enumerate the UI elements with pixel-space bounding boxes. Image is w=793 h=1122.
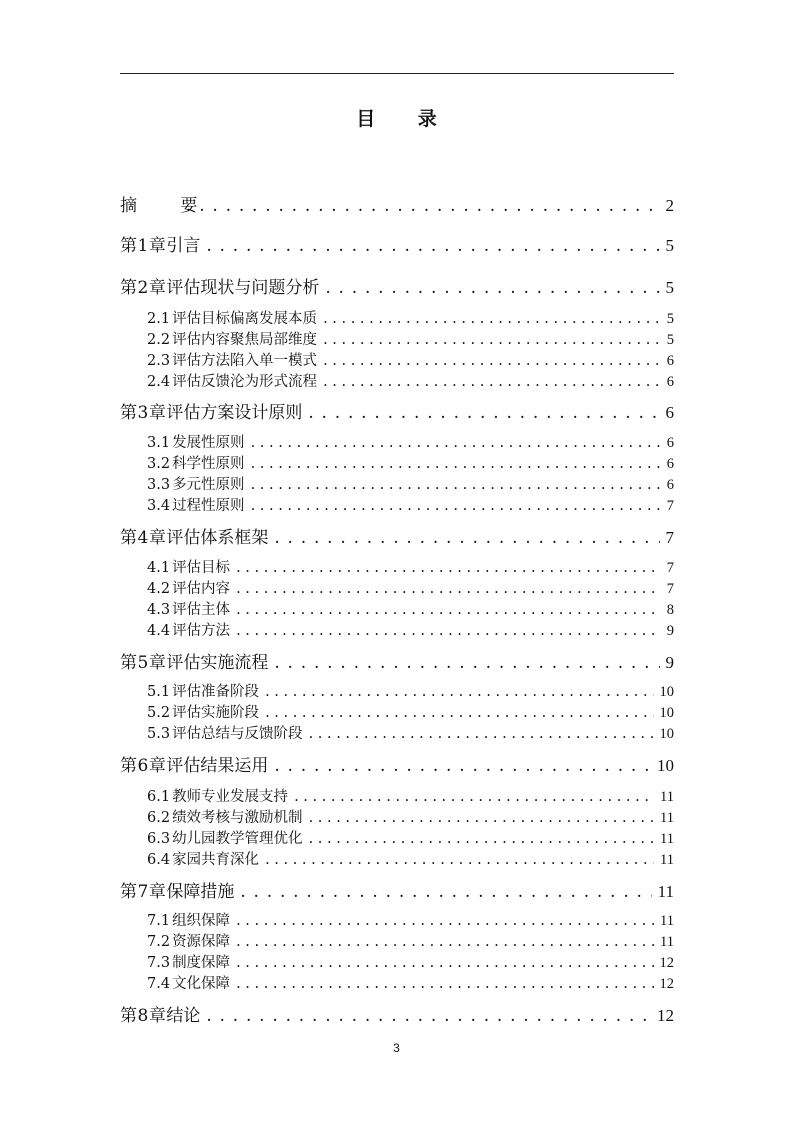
toc-entry-page: 7 — [665, 528, 674, 547]
toc-section-entry[interactable] — [120, 703, 674, 723]
toc-leader-dots — [240, 880, 651, 904]
toc-entry-page: 9 — [666, 623, 674, 639]
toc-entry-page: 5 — [666, 332, 674, 348]
toc-entry-label: 评估方法 — [172, 623, 231, 639]
toc-leader-dots — [323, 351, 661, 371]
toc-entry-label: 过程性原则 — [172, 498, 245, 514]
toc-entry-label: 家园共育深化 — [172, 852, 260, 868]
toc-leader-dots — [186, 194, 660, 218]
toc-entry-page: 12 — [659, 976, 674, 992]
toc-section-entry[interactable] — [120, 621, 674, 641]
toc-entry-page: 9 — [665, 653, 674, 672]
toc-section-entry[interactable] — [120, 309, 674, 329]
toc-section-entry[interactable] — [120, 475, 674, 495]
toc-leader-dots — [236, 932, 654, 952]
toc-leader-dots — [294, 787, 654, 807]
toc-entry-page: 7 — [666, 498, 674, 514]
toc-entry-page: 6 — [665, 403, 674, 422]
toc-section-entry[interactable] — [120, 330, 674, 350]
toc-entry-page: 10 — [659, 684, 674, 700]
toc-entry-number: 6.3 — [147, 831, 171, 847]
toc-entry-number: 4.1 — [147, 560, 171, 576]
toc-leader-dots — [265, 850, 654, 870]
toc-entry-label: 资源保障 — [172, 934, 231, 950]
toc-entry-label: 评估目标 — [172, 560, 231, 576]
toc-chapter-entry[interactable] — [120, 401, 674, 425]
toc-section-entry[interactable] — [120, 850, 674, 870]
toc-entry-page: 12 — [657, 1006, 674, 1025]
toc-entry-number: 2.2 — [147, 332, 171, 348]
toc-chapter-entry[interactable] — [120, 234, 674, 258]
toc-entry-number: 3.2 — [147, 456, 171, 472]
toc-leader-dots — [206, 1004, 651, 1028]
toc-entry-number: 6.2 — [147, 810, 171, 826]
toc-entry-number: 4.4 — [147, 623, 171, 639]
toc-entry-label: 评估目标偏离发展本质 — [172, 311, 318, 327]
toc-entry-number: 摘 要 — [120, 196, 217, 216]
toc-section-entry[interactable] — [120, 932, 674, 952]
toc-section-entry[interactable] — [120, 911, 674, 931]
toc-entry-number: 6.1 — [147, 789, 171, 805]
toc-leader-dots — [323, 309, 661, 329]
toc-section-entry[interactable] — [120, 953, 674, 973]
toc-entry-number: 3.4 — [147, 498, 171, 514]
toc-leader-dots — [251, 496, 661, 516]
toc-leader-dots — [236, 974, 653, 994]
toc-section-entry[interactable] — [120, 496, 674, 516]
toc-entry-page: 10 — [659, 705, 674, 721]
toc-entry-number: 第6章 — [120, 756, 167, 776]
toc-entry-label: 评估体系框架 — [166, 528, 269, 548]
toc-entry-number: 7.3 — [147, 955, 171, 971]
toc-entry-label: 评估内容 — [172, 581, 231, 597]
toc-entry-number: 第1章 — [120, 236, 167, 256]
toc-leader-dots — [309, 829, 654, 849]
toc-entry-page: 8 — [666, 602, 674, 618]
toc-entry-page: 5 — [665, 236, 674, 255]
toc-leader-dots — [265, 682, 653, 702]
page-number: 3 — [393, 1041, 400, 1055]
toc-section-entry[interactable] — [120, 808, 674, 828]
toc-entry-page: 6 — [666, 456, 674, 472]
toc-leader-dots — [274, 651, 659, 675]
toc-title: 目 录 — [356, 108, 455, 130]
toc-entry-page: 5 — [665, 278, 674, 297]
toc-entry-label: 评估内容聚焦局部维度 — [172, 332, 318, 348]
toc-chapter-entry[interactable] — [120, 194, 674, 218]
toc-entry-page: 6 — [666, 435, 674, 451]
toc-section-entry[interactable] — [120, 829, 674, 849]
toc-entry-label: 教师专业发展支持 — [172, 789, 289, 805]
toc-entry-number: 7.1 — [147, 913, 171, 929]
toc-chapter-entry[interactable] — [120, 1004, 674, 1028]
toc-section-entry[interactable] — [120, 433, 674, 453]
toc-entry-number: 2.4 — [147, 374, 171, 390]
toc-entry-label: 发展性原则 — [172, 435, 245, 451]
toc-section-entry[interactable] — [120, 558, 674, 578]
toc-leader-dots — [236, 953, 653, 973]
toc-leader-dots — [236, 558, 661, 578]
toc-leader-dots — [309, 808, 654, 828]
toc-entry-number: 2.1 — [147, 311, 171, 327]
toc-leader-dots — [308, 401, 659, 425]
toc-section-entry[interactable] — [120, 974, 674, 994]
toc-entry-number: 4.3 — [147, 602, 171, 618]
toc-entry-number: 7.2 — [147, 934, 171, 950]
toc-leader-dots — [206, 234, 659, 258]
toc-entry-page: 11 — [657, 882, 674, 901]
toc-section-entry[interactable] — [120, 682, 674, 702]
toc-entry-label: 保障措施 — [166, 882, 235, 902]
toc-entry-label: 科学性原则 — [172, 456, 245, 472]
toc-leader-dots — [274, 754, 651, 778]
toc-entry-number: 7.4 — [147, 976, 171, 992]
toc-entry-label: 结论 — [166, 1006, 201, 1026]
toc-entry-number: 第3章 — [120, 403, 167, 423]
toc-entry-label: 组织保障 — [172, 913, 231, 929]
toc-entry-label: 多元性原则 — [172, 477, 245, 493]
toc-leader-dots — [236, 911, 654, 931]
toc-section-entry[interactable] — [120, 579, 674, 599]
toc-entry-label: 文化保障 — [172, 976, 231, 992]
toc-chapter-entry[interactable] — [120, 276, 674, 300]
toc-entry-page: 5 — [666, 311, 674, 327]
toc-entry-label: 幼儿园教学管理优化 — [172, 831, 303, 847]
toc-entry-number: 5.3 — [147, 726, 171, 742]
toc-entry-page: 11 — [660, 913, 674, 929]
toc-entry-number: 第8章 — [120, 1006, 167, 1026]
toc-entry-number: 2.3 — [147, 353, 171, 369]
toc-leader-dots — [323, 330, 661, 350]
header-rule — [120, 73, 674, 74]
toc-leader-dots — [251, 433, 661, 453]
toc-entry-label: 评估现状与问题分析 — [166, 278, 320, 298]
toc-entry-number: 5.1 — [147, 684, 171, 700]
toc-leader-dots — [323, 372, 661, 392]
toc-entry-label: 制度保障 — [172, 955, 231, 971]
toc-leader-dots — [325, 276, 659, 300]
toc-entry-number: 5.2 — [147, 705, 171, 721]
toc-entry-page: 11 — [660, 852, 674, 868]
toc-entry-label: 评估方法陷入单一模式 — [172, 353, 318, 369]
toc-entry-page: 11 — [660, 789, 674, 805]
toc-entry-number: 3.1 — [147, 435, 171, 451]
toc-leader-dots — [251, 454, 661, 474]
toc-section-entry[interactable] — [120, 372, 674, 392]
toc-entry-page: 12 — [659, 955, 674, 971]
toc-section-entry[interactable] — [120, 600, 674, 620]
toc-entry-page: 6 — [666, 477, 674, 493]
toc-entry-label: 评估准备阶段 — [172, 684, 260, 700]
toc-entry-label: 评估主体 — [172, 602, 231, 618]
toc-entry-number: 4.2 — [147, 581, 171, 597]
toc-entry-label: 评估实施阶段 — [172, 705, 260, 721]
toc-chapter-entry[interactable] — [120, 754, 674, 778]
toc-leader-dots — [309, 724, 654, 744]
toc-entry-page: 11 — [660, 934, 674, 950]
toc-leader-dots — [236, 600, 661, 620]
toc-chapter-entry[interactable] — [120, 880, 674, 904]
toc-section-entry[interactable] — [120, 351, 674, 371]
toc-entry-page: 10 — [657, 756, 674, 775]
toc-section-entry[interactable] — [120, 724, 674, 744]
toc-entry-page: 7 — [666, 560, 674, 576]
toc-entry-number: 6.4 — [147, 852, 171, 868]
toc-entry-page: 11 — [660, 831, 674, 847]
toc-entry-page: 2 — [665, 196, 674, 215]
toc-entry-label: 评估反馈沦为形式流程 — [172, 374, 318, 390]
toc-section-entry[interactable] — [120, 454, 674, 474]
toc-entry-label: 评估结果运用 — [166, 756, 269, 776]
toc-entry-page: 10 — [659, 726, 674, 742]
toc-entry-label: 引言 — [166, 236, 201, 256]
toc-section-entry[interactable] — [120, 787, 674, 807]
toc-entry-number: 第2章 — [120, 278, 167, 298]
toc-entry-label: 评估总结与反馈阶段 — [172, 726, 303, 742]
toc-entry-number: 第5章 — [120, 653, 167, 673]
toc-leader-dots — [236, 579, 661, 599]
toc-entry-number: 第4章 — [120, 528, 167, 548]
toc-entry-page: 7 — [666, 581, 674, 597]
toc-chapter-entry[interactable] — [120, 651, 674, 675]
toc-leader-dots — [274, 526, 659, 550]
toc-chapter-entry[interactable] — [120, 526, 674, 550]
toc-entry-number: 第7章 — [120, 882, 167, 902]
toc-entry-label: 评估实施流程 — [166, 653, 269, 673]
toc-leader-dots — [236, 621, 661, 641]
toc-entry-label: 绩效考核与激励机制 — [172, 810, 303, 826]
toc-entry-page: 6 — [666, 374, 674, 390]
toc-entry-number: 3.3 — [147, 477, 171, 493]
toc-entry-page: 11 — [660, 810, 674, 826]
toc-entry-page: 6 — [666, 353, 674, 369]
toc-entry-label: 评估方案设计原则 — [166, 403, 303, 423]
toc-leader-dots — [265, 703, 653, 723]
toc-leader-dots — [251, 475, 661, 495]
